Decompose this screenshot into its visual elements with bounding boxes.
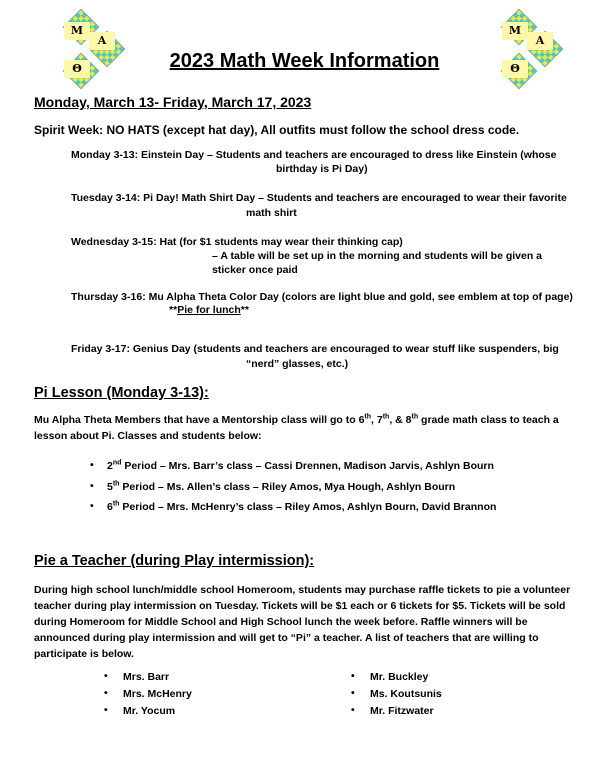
wednesday-line-1: Wednesday 3-15: Hat (for $1 students may wear their thinking cap)	[71, 236, 403, 248]
tuesday-line-1: Tuesday 3-14: Pi Day! Math Shirt Day – Students and teachers are encouraged to wear their favorite	[71, 192, 567, 204]
pie-a-teacher-heading: Pie a Teacher (during Play intermission):	[34, 553, 315, 569]
wednesday-line-3: sticker once paid	[212, 264, 298, 276]
teacher-list-item: Mr. Yocum	[123, 705, 176, 717]
thursday-line-2: **Pie for lunch**	[169, 304, 249, 316]
bullet-icon: •	[90, 500, 94, 512]
monday-line-2: birthday is Pi Day)	[276, 163, 368, 175]
friday-line-2: “nerd” glasses, etc.)	[246, 358, 349, 370]
bullet-icon: •	[351, 687, 355, 699]
teacher-list-item: Ms. Koutsunis	[370, 688, 442, 700]
bullet-icon: •	[104, 704, 108, 716]
pi-lesson-intro-1: Mu Alpha Theta Members that have a Mentorship class will go to 6th, 7th, & 8th grade math class to teach a	[34, 413, 559, 426]
teacher-list-item: Mrs. McHenry	[123, 688, 192, 700]
period-item: 2nd Period – Mrs. Barr’s class – Cassi Drennen, Madison Jarvis, Ashlyn Bourn	[107, 459, 494, 472]
pie-paragraph-line-3: during Homeroom for Middle School and High School lunch the week before. Raffle winners will be	[34, 616, 528, 628]
mu-alpha-theta-logo-left: M A Θ	[56, 10, 132, 86]
monday-line-1: Monday 3-13: Einstein Day – Students and teachers are encouraged to dress like Einstein (whose	[71, 149, 557, 161]
bullet-icon: •	[90, 480, 94, 492]
teacher-list-item: Mr. Fitzwater	[370, 705, 434, 717]
pi-lesson-intro-2: lesson about Pi. Classes and students below:	[34, 430, 262, 442]
pi-lesson-heading: Pi Lesson (Monday 3-13):	[34, 385, 209, 401]
spirit-week-line: Spirit Week: NO HATS (except hat day), All outfits must follow the school dress code.	[34, 123, 520, 137]
bullet-icon: •	[351, 704, 355, 716]
period-item: 5th Period – Ms. Allen’s class – Riley Amos, Mya Hough, Ashlyn Bourn	[107, 480, 456, 493]
bullet-icon: •	[90, 459, 94, 471]
wednesday-line-2: – A table will be set up in the morning and students will be given a	[212, 250, 543, 262]
teacher-list-item: Mrs. Barr	[123, 671, 170, 683]
dates-heading: Monday, March 13- Friday, March 17, 2023	[34, 94, 312, 110]
pie-paragraph-line-4: announced during play intermission and will get to “Pi” a teacher. A list of teachers that are willing to	[34, 632, 539, 644]
tuesday-line-2: math shirt	[246, 207, 297, 219]
pie-paragraph-line-1: During high school lunch/middle school Homeroom, students may purchase raffle tickets to pie a volunteer	[34, 584, 571, 596]
pie-paragraph-line-2: teacher during play intermission on Tuesday. Tickets will be $1 each or 6 tickets for $5. Tickets will be sold	[34, 600, 566, 612]
pie-paragraph-line-5: participate is below.	[34, 648, 134, 660]
period-item: 6th Period – Mrs. McHenry’s class – Riley Amos, Ashlyn Bourn, David Brannon	[107, 500, 497, 513]
thursday-line-1: Thursday 3-16: Mu Alpha Theta Color Day (colors are light blue and gold, see emblem at top of page)	[71, 291, 573, 303]
bullet-icon: •	[104, 687, 108, 699]
mu-alpha-theta-logo-right: M A Θ	[494, 10, 570, 86]
bullet-icon: •	[351, 670, 355, 682]
page-title: 2023 Math Week Information	[169, 50, 440, 72]
teacher-list-item: Mr. Buckley	[370, 671, 429, 683]
bullet-icon: •	[104, 670, 108, 682]
friday-line-1: Friday 3-17: Genius Day (students and teachers are encouraged to wear stuff like suspenders, big	[71, 343, 559, 355]
